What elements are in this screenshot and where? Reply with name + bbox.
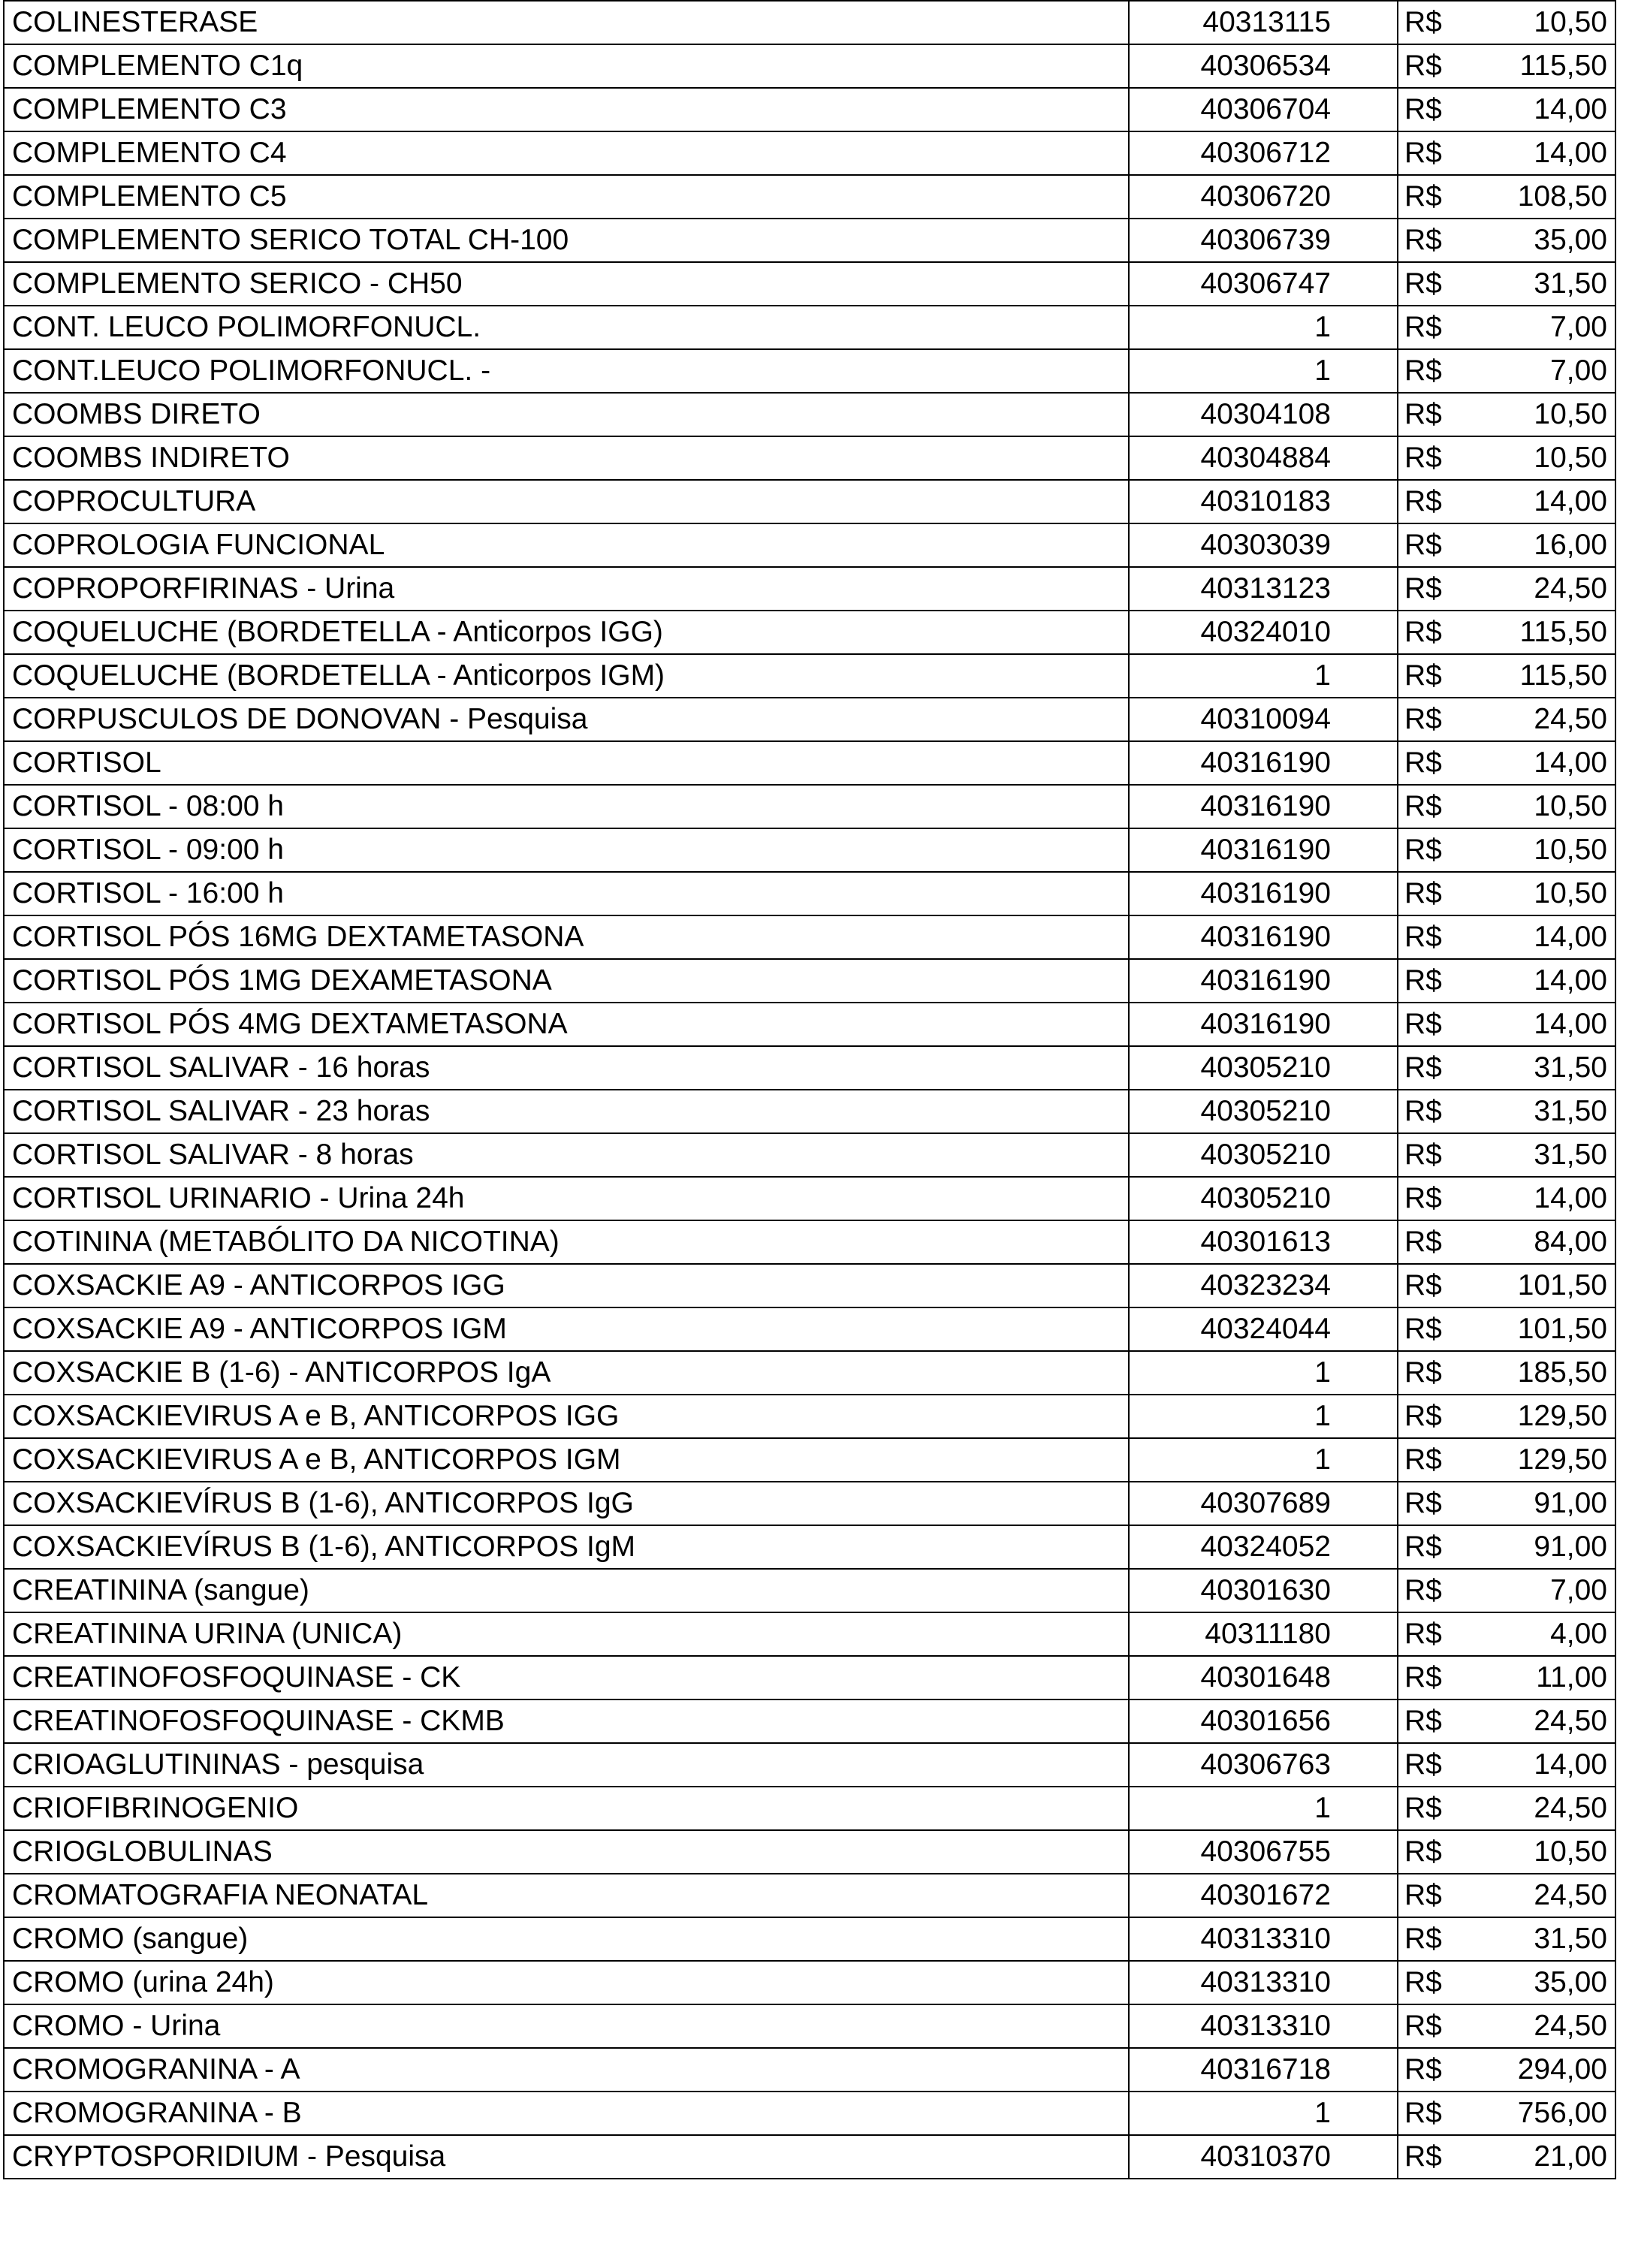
table-row	[4, 1656, 1615, 1699]
exam-name-cell: CROMOGRANINA - B	[4, 2092, 1129, 2135]
table-row	[4, 1264, 1615, 1307]
table-row	[4, 306, 1615, 349]
table-row	[4, 785, 1615, 828]
exam-name-cell: COMPLEMENTO C5	[4, 175, 1129, 219]
exam-code-cell: 40306720	[1129, 175, 1398, 219]
exam-name-cell: CROMO (sangue)	[4, 1917, 1129, 1961]
exam-code-cell: 40306763	[1129, 1743, 1398, 1787]
exam-name-cell: CORTISOL SALIVAR - 16 horas	[4, 1046, 1129, 1090]
currency-cell: R$	[1398, 1482, 1480, 1525]
exam-name-cell: CROMOGRANINA - A	[4, 2048, 1129, 2092]
price-value-cell: 24,50	[1480, 698, 1615, 741]
exam-code-cell: 1	[1129, 1787, 1398, 1830]
exam-code-cell: 40313123	[1129, 567, 1398, 611]
table-row	[4, 393, 1615, 436]
exam-name-cell: CREATINOFOSFOQUINASE - CKMB	[4, 1699, 1129, 1743]
currency-cell: R$	[1398, 959, 1480, 1003]
currency-cell: R$	[1398, 1177, 1480, 1220]
currency-cell: R$	[1398, 1656, 1480, 1699]
table-row	[4, 2004, 1615, 2048]
table-row	[4, 1917, 1615, 1961]
currency-cell: R$	[1398, 2092, 1480, 2135]
currency-cell: R$	[1398, 523, 1480, 567]
currency-cell: R$	[1398, 1787, 1480, 1830]
exam-name-cell: COXSACKIEVIRUS A e B, ANTICORPOS IGG	[4, 1395, 1129, 1438]
currency-cell: R$	[1398, 1395, 1480, 1438]
price-value-cell: 10,50	[1480, 785, 1615, 828]
exam-name-cell: COPROCULTURA	[4, 480, 1129, 523]
exam-code-cell: 40316190	[1129, 741, 1398, 785]
table-row	[4, 1525, 1615, 1569]
price-value-cell: 185,50	[1480, 1351, 1615, 1395]
price-value-cell: 24,50	[1480, 1787, 1615, 1830]
exam-code-cell: 40313310	[1129, 1917, 1398, 1961]
table-row	[4, 872, 1615, 915]
currency-cell: R$	[1398, 698, 1480, 741]
price-value-cell: 14,00	[1480, 959, 1615, 1003]
currency-cell: R$	[1398, 88, 1480, 131]
price-value-cell: 16,00	[1480, 523, 1615, 567]
price-value-cell: 35,00	[1480, 219, 1615, 262]
table-row	[4, 1874, 1615, 1917]
exam-code-cell: 1	[1129, 349, 1398, 393]
table-row	[4, 436, 1615, 480]
exam-name-cell: CORTISOL - 09:00 h	[4, 828, 1129, 872]
currency-cell: R$	[1398, 306, 1480, 349]
currency-cell: R$	[1398, 44, 1480, 88]
exam-name-cell: COMPLEMENTO SERICO - CH50	[4, 262, 1129, 306]
price-value-cell: 31,50	[1480, 1133, 1615, 1177]
exam-name-cell: CORPUSCULOS DE DONOVAN - Pesquisa	[4, 698, 1129, 741]
price-value-cell: 31,50	[1480, 1917, 1615, 1961]
currency-cell: R$	[1398, 1438, 1480, 1482]
exam-name-cell: COXSACKIE B (1-6) - ANTICORPOS IgA	[4, 1351, 1129, 1395]
exam-name-cell: COMPLEMENTO SERICO TOTAL CH-100	[4, 219, 1129, 262]
table-row	[4, 567, 1615, 611]
exam-name-cell: CONT.LEUCO POLIMORFONUCL. -	[4, 349, 1129, 393]
currency-cell: R$	[1398, 1046, 1480, 1090]
table-row	[4, 1830, 1615, 1874]
currency-cell: R$	[1398, 2135, 1480, 2179]
exam-code-cell: 1	[1129, 306, 1398, 349]
table-row	[4, 959, 1615, 1003]
exam-code-cell: 40310370	[1129, 2135, 1398, 2179]
currency-cell: R$	[1398, 1133, 1480, 1177]
exam-code-cell: 40303039	[1129, 523, 1398, 567]
price-value-cell: 108,50	[1480, 175, 1615, 219]
currency-cell: R$	[1398, 1351, 1480, 1395]
exam-code-cell: 40311180	[1129, 1612, 1398, 1656]
exam-name-cell: CORTISOL SALIVAR - 23 horas	[4, 1090, 1129, 1133]
exam-name-cell: CORTISOL - 08:00 h	[4, 785, 1129, 828]
exam-code-cell: 40301672	[1129, 1874, 1398, 1917]
exam-name-cell: CROMO (urina 24h)	[4, 1961, 1129, 2004]
currency-cell: R$	[1398, 175, 1480, 219]
price-value-cell: 11,00	[1480, 1656, 1615, 1699]
table-row	[4, 1003, 1615, 1046]
exam-code-cell: 1	[1129, 2092, 1398, 2135]
currency-cell: R$	[1398, 2004, 1480, 2048]
currency-cell: R$	[1398, 611, 1480, 654]
price-value-cell: 10,50	[1480, 1, 1615, 44]
exam-name-cell: CORTISOL PÓS 4MG DEXTAMETASONA	[4, 1003, 1129, 1046]
price-value-cell: 84,00	[1480, 1220, 1615, 1264]
price-value-cell: 21,00	[1480, 2135, 1615, 2179]
exam-code-cell: 40316190	[1129, 872, 1398, 915]
table-row	[4, 698, 1615, 741]
exam-name-cell: CORTISOL - 16:00 h	[4, 872, 1129, 915]
currency-cell: R$	[1398, 436, 1480, 480]
exam-code-cell: 40306704	[1129, 88, 1398, 131]
price-table-body	[4, 1, 1615, 2179]
exam-name-cell: COPROPORFIRINAS - Urina	[4, 567, 1129, 611]
currency-cell: R$	[1398, 1090, 1480, 1133]
price-value-cell: 756,00	[1480, 2092, 1615, 2135]
table-row	[4, 654, 1615, 698]
exam-name-cell: COXSACKIE A9 - ANTICORPOS IGM	[4, 1307, 1129, 1351]
exam-name-cell: COMPLEMENTO C4	[4, 131, 1129, 175]
price-value-cell: 14,00	[1480, 915, 1615, 959]
exam-name-cell: COPROLOGIA FUNCIONAL	[4, 523, 1129, 567]
price-value-cell: 294,00	[1480, 2048, 1615, 2092]
exam-code-cell: 40313310	[1129, 1961, 1398, 2004]
exam-name-cell: CORTISOL SALIVAR - 8 horas	[4, 1133, 1129, 1177]
table-row	[4, 1395, 1615, 1438]
exam-name-cell: CREATININA URINA (UNICA)	[4, 1612, 1129, 1656]
table-row	[4, 1177, 1615, 1220]
price-value-cell: 14,00	[1480, 1743, 1615, 1787]
table-row	[4, 1438, 1615, 1482]
exam-code-cell: 40301648	[1129, 1656, 1398, 1699]
exam-name-cell: COQUELUCHE (BORDETELLA - Anticorpos IGG)	[4, 611, 1129, 654]
exam-name-cell: CRIOAGLUTININAS - pesquisa	[4, 1743, 1129, 1787]
price-value-cell: 10,50	[1480, 436, 1615, 480]
exam-code-cell: 40316190	[1129, 915, 1398, 959]
currency-cell: R$	[1398, 1, 1480, 44]
currency-cell: R$	[1398, 1264, 1480, 1307]
price-value-cell: 7,00	[1480, 306, 1615, 349]
exam-code-cell: 40305210	[1129, 1090, 1398, 1133]
currency-cell: R$	[1398, 1699, 1480, 1743]
exam-name-cell: COXSACKIEVIRUS A e B, ANTICORPOS IGM	[4, 1438, 1129, 1482]
exam-name-cell: CRIOGLOBULINAS	[4, 1830, 1129, 1874]
table-row	[4, 611, 1615, 654]
exam-name-cell: CREATININA (sangue)	[4, 1569, 1129, 1612]
price-sheet	[3, 0, 1615, 2179]
exam-name-cell: COXSACKIE A9 - ANTICORPOS IGG	[4, 1264, 1129, 1307]
exam-name-cell: COTININA (METABÓLITO DA NICOTINA)	[4, 1220, 1129, 1264]
table-row	[4, 480, 1615, 523]
exam-code-cell: 40323234	[1129, 1264, 1398, 1307]
exam-code-cell: 40304108	[1129, 393, 1398, 436]
price-value-cell: 24,50	[1480, 567, 1615, 611]
exam-name-cell: COLINESTERASE	[4, 1, 1129, 44]
exam-name-cell: COMPLEMENTO C3	[4, 88, 1129, 131]
exam-code-cell: 1	[1129, 654, 1398, 698]
price-value-cell: 10,50	[1480, 1830, 1615, 1874]
currency-cell: R$	[1398, 1220, 1480, 1264]
exam-code-cell: 40306755	[1129, 1830, 1398, 1874]
table-row	[4, 1743, 1615, 1787]
table-row	[4, 1046, 1615, 1090]
exam-name-cell: CORTISOL PÓS 1MG DEXAMETASONA	[4, 959, 1129, 1003]
exam-code-cell: 40301613	[1129, 1220, 1398, 1264]
currency-cell: R$	[1398, 1874, 1480, 1917]
price-value-cell: 24,50	[1480, 2004, 1615, 2048]
currency-cell: R$	[1398, 1569, 1480, 1612]
table-row	[4, 828, 1615, 872]
currency-cell: R$	[1398, 1612, 1480, 1656]
price-value-cell: 115,50	[1480, 654, 1615, 698]
exam-code-cell: 40313115	[1129, 1, 1398, 44]
table-row	[4, 175, 1615, 219]
price-value-cell: 35,00	[1480, 1961, 1615, 2004]
exam-code-cell: 40306534	[1129, 44, 1398, 88]
exam-code-cell: 40313310	[1129, 2004, 1398, 2048]
currency-cell: R$	[1398, 741, 1480, 785]
exam-code-cell: 40301656	[1129, 1699, 1398, 1743]
price-value-cell: 14,00	[1480, 1003, 1615, 1046]
exam-name-cell: CONT. LEUCO POLIMORFONUCL.	[4, 306, 1129, 349]
exam-name-cell: CORTISOL URINARIO - Urina 24h	[4, 1177, 1129, 1220]
table-row	[4, 1961, 1615, 2004]
currency-cell: R$	[1398, 785, 1480, 828]
table-row	[4, 1787, 1615, 1830]
price-value-cell: 31,50	[1480, 1046, 1615, 1090]
exam-code-cell: 40301630	[1129, 1569, 1398, 1612]
exam-name-cell: COQUELUCHE (BORDETELLA - Anticorpos IGM)	[4, 654, 1129, 698]
currency-cell: R$	[1398, 828, 1480, 872]
price-value-cell: 10,50	[1480, 393, 1615, 436]
price-value-cell: 24,50	[1480, 1699, 1615, 1743]
exam-code-cell: 40316190	[1129, 785, 1398, 828]
price-value-cell: 101,50	[1480, 1307, 1615, 1351]
currency-cell: R$	[1398, 654, 1480, 698]
table-row	[4, 915, 1615, 959]
price-value-cell: 14,00	[1480, 131, 1615, 175]
exam-name-cell: COXSACKIEVÍRUS B (1-6), ANTICORPOS IgM	[4, 1525, 1129, 1569]
exam-code-cell: 40305210	[1129, 1046, 1398, 1090]
price-value-cell: 115,50	[1480, 611, 1615, 654]
exam-name-cell: CORTISOL	[4, 741, 1129, 785]
currency-cell: R$	[1398, 1525, 1480, 1569]
currency-cell: R$	[1398, 1743, 1480, 1787]
price-value-cell: 10,50	[1480, 828, 1615, 872]
currency-cell: R$	[1398, 1961, 1480, 2004]
table-row	[4, 2135, 1615, 2179]
price-value-cell: 10,50	[1480, 872, 1615, 915]
exam-name-cell: CRYPTOSPORIDIUM - Pesquisa	[4, 2135, 1129, 2179]
currency-cell: R$	[1398, 2048, 1480, 2092]
price-value-cell: 4,00	[1480, 1612, 1615, 1656]
price-value-cell: 14,00	[1480, 480, 1615, 523]
table-row	[4, 2092, 1615, 2135]
exam-code-cell: 40305210	[1129, 1177, 1398, 1220]
table-row	[4, 1220, 1615, 1264]
exam-code-cell: 40304884	[1129, 436, 1398, 480]
table-row	[4, 131, 1615, 175]
exam-name-cell: CROMATOGRAFIA NEONATAL	[4, 1874, 1129, 1917]
price-value-cell: 7,00	[1480, 349, 1615, 393]
exam-name-cell: CRIOFIBRINOGENIO	[4, 1787, 1129, 1830]
exam-code-cell: 40307689	[1129, 1482, 1398, 1525]
table-row	[4, 741, 1615, 785]
exam-name-cell: CORTISOL PÓS 16MG DEXTAMETASONA	[4, 915, 1129, 959]
table-row	[4, 262, 1615, 306]
currency-cell: R$	[1398, 567, 1480, 611]
exam-name-cell: COMPLEMENTO C1q	[4, 44, 1129, 88]
exam-code-cell: 40310183	[1129, 480, 1398, 523]
price-value-cell: 101,50	[1480, 1264, 1615, 1307]
price-value-cell: 115,50	[1480, 44, 1615, 88]
price-value-cell: 14,00	[1480, 741, 1615, 785]
exam-code-cell: 40324052	[1129, 1525, 1398, 1569]
price-value-cell: 31,50	[1480, 1090, 1615, 1133]
exam-name-cell: COXSACKIEVÍRUS B (1-6), ANTICORPOS IgG	[4, 1482, 1129, 1525]
exam-code-cell: 40316190	[1129, 1003, 1398, 1046]
exam-code-cell: 40306712	[1129, 131, 1398, 175]
table-row	[4, 523, 1615, 567]
table-row	[4, 1699, 1615, 1743]
price-value-cell: 129,50	[1480, 1395, 1615, 1438]
exam-name-cell: CREATINOFOSFOQUINASE - CK	[4, 1656, 1129, 1699]
currency-cell: R$	[1398, 1307, 1480, 1351]
price-value-cell: 14,00	[1480, 1177, 1615, 1220]
exam-code-cell: 40306739	[1129, 219, 1398, 262]
price-value-cell: 7,00	[1480, 1569, 1615, 1612]
exam-code-cell: 40324010	[1129, 611, 1398, 654]
currency-cell: R$	[1398, 915, 1480, 959]
price-value-cell: 91,00	[1480, 1482, 1615, 1525]
exam-code-cell: 1	[1129, 1438, 1398, 1482]
table-row	[4, 1133, 1615, 1177]
currency-cell: R$	[1398, 219, 1480, 262]
currency-cell: R$	[1398, 1917, 1480, 1961]
exam-name-cell: COOMBS DIRETO	[4, 393, 1129, 436]
table-row	[4, 349, 1615, 393]
exam-code-cell: 40305210	[1129, 1133, 1398, 1177]
table-row	[4, 1482, 1615, 1525]
currency-cell: R$	[1398, 480, 1480, 523]
price-value-cell: 14,00	[1480, 88, 1615, 131]
exam-name-cell: COOMBS INDIRETO	[4, 436, 1129, 480]
price-table	[3, 0, 1616, 2179]
table-row	[4, 1612, 1615, 1656]
currency-cell: R$	[1398, 262, 1480, 306]
table-row	[4, 219, 1615, 262]
exam-code-cell: 1	[1129, 1351, 1398, 1395]
exam-code-cell: 40316190	[1129, 828, 1398, 872]
exam-code-cell: 1	[1129, 1395, 1398, 1438]
exam-name-cell: CROMO - Urina	[4, 2004, 1129, 2048]
table-row	[4, 2048, 1615, 2092]
table-row	[4, 44, 1615, 88]
table-row	[4, 1307, 1615, 1351]
currency-cell: R$	[1398, 1830, 1480, 1874]
exam-code-cell: 40306747	[1129, 262, 1398, 306]
exam-code-cell: 40310094	[1129, 698, 1398, 741]
currency-cell: R$	[1398, 131, 1480, 175]
price-value-cell: 31,50	[1480, 262, 1615, 306]
exam-code-cell: 40316190	[1129, 959, 1398, 1003]
table-row	[4, 1569, 1615, 1612]
currency-cell: R$	[1398, 393, 1480, 436]
price-value-cell: 129,50	[1480, 1438, 1615, 1482]
price-value-cell: 24,50	[1480, 1874, 1615, 1917]
table-row	[4, 88, 1615, 131]
exam-code-cell: 40324044	[1129, 1307, 1398, 1351]
exam-code-cell: 40316718	[1129, 2048, 1398, 2092]
currency-cell: R$	[1398, 1003, 1480, 1046]
table-row	[4, 1090, 1615, 1133]
table-row	[4, 1351, 1615, 1395]
price-value-cell: 91,00	[1480, 1525, 1615, 1569]
currency-cell: R$	[1398, 349, 1480, 393]
currency-cell: R$	[1398, 872, 1480, 915]
table-row	[4, 1, 1615, 44]
